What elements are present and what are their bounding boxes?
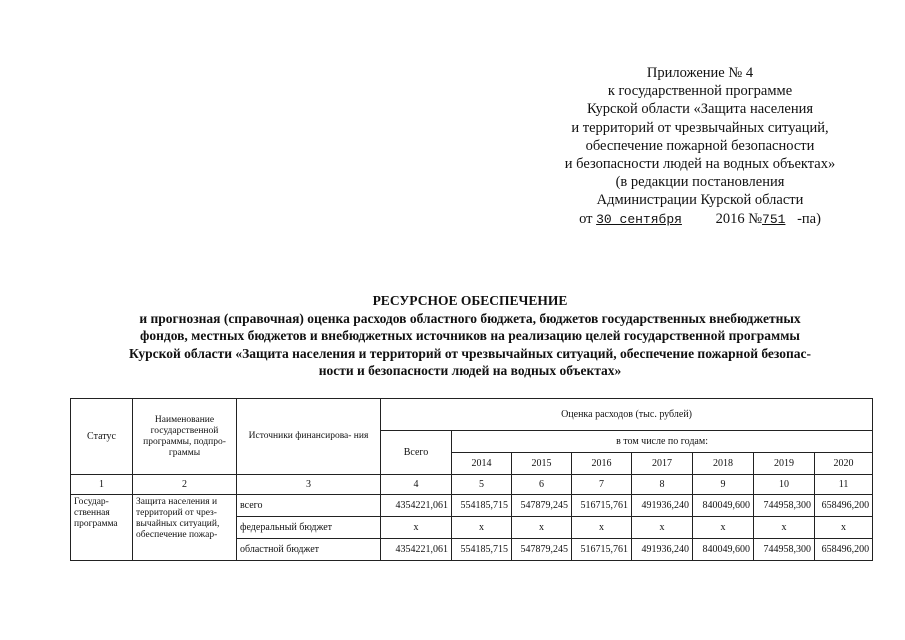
title-line: фондов, местных бюджетов и внебюджетных источников на реализацию целей государственной программы bbox=[140, 328, 800, 343]
value-cell: 516715,761 bbox=[572, 495, 632, 517]
header-program-name: Наименование государственной программы, подпро- граммы bbox=[133, 399, 237, 475]
value-cell: 658496,200 bbox=[815, 539, 873, 561]
header-year: 2016 bbox=[572, 453, 632, 475]
value-cell: 554185,715 bbox=[452, 495, 512, 517]
header-year: 2019 bbox=[754, 453, 815, 475]
appendix-line: обеспечение пожарной безопасности bbox=[585, 137, 815, 154]
document-title bbox=[80, 292, 860, 380]
status-cell: Государ- ственная программа bbox=[71, 495, 133, 561]
date-prefix: от bbox=[579, 210, 593, 227]
value-cell: x bbox=[452, 517, 512, 539]
column-number: 7 bbox=[572, 475, 632, 495]
value-cell: 547879,245 bbox=[512, 495, 572, 517]
column-number: 4 bbox=[381, 475, 452, 495]
appendix-line: и безопасности людей на водных объектах» bbox=[564, 156, 836, 173]
appendix-line: Курской области «Защита населения bbox=[586, 101, 814, 118]
resource-table bbox=[70, 398, 873, 561]
appendix-line: и территорий от чрезвычайных ситуаций, bbox=[571, 119, 829, 136]
column-number: 9 bbox=[693, 475, 754, 495]
column-number: 3 bbox=[237, 475, 381, 495]
source-cell: федеральный бюджет bbox=[237, 517, 381, 539]
appendix-line: к государственной программе bbox=[607, 83, 793, 100]
value-cell: 491936,240 bbox=[632, 495, 693, 517]
header-by-years: в том числе по годам: bbox=[452, 431, 873, 453]
program-cell: Защита населения и территорий от чрез- вычайных ситуаций, обеспечение пожар- bbox=[133, 495, 237, 561]
title-line: ности и безопасности людей на водных объектах» bbox=[318, 363, 622, 378]
date-day-month: 30 сентября bbox=[596, 211, 682, 227]
header-year: 2015 bbox=[512, 453, 572, 475]
doc-number: 751 bbox=[762, 211, 786, 227]
header-status: Статус bbox=[71, 399, 133, 475]
header-year: 2018 bbox=[693, 453, 754, 475]
column-number: 2 bbox=[133, 475, 237, 495]
appendix-header bbox=[520, 64, 880, 229]
value-cell: x bbox=[815, 517, 873, 539]
appendix-line: Приложение № 4 bbox=[646, 65, 754, 81]
value-cell: 4354221,061 bbox=[381, 539, 452, 561]
appendix-date-line bbox=[520, 210, 880, 229]
header-estimate: Оценка расходов (тыс. рублей) bbox=[381, 399, 873, 431]
value-cell: 840049,600 bbox=[693, 495, 754, 517]
title-line: и прогнозная (справочная) оценка расходов областного бюджета, бюджетов государственных внебюджетных bbox=[139, 310, 801, 326]
value-cell: x bbox=[572, 517, 632, 539]
source-cell: областной бюджет bbox=[237, 539, 381, 561]
value-cell: 491936,240 bbox=[632, 539, 693, 561]
value-cell: x bbox=[512, 517, 572, 539]
header-total: Всего bbox=[381, 431, 452, 475]
value-cell: 554185,715 bbox=[452, 539, 512, 561]
appendix-line: (в редакции постановления bbox=[615, 174, 785, 191]
value-cell: 4354221,061 bbox=[381, 495, 452, 517]
value-cell: 516715,761 bbox=[572, 539, 632, 561]
appendix-line: Администрации Курской области bbox=[596, 192, 804, 209]
column-number: 8 bbox=[632, 475, 693, 495]
source-cell: всего bbox=[237, 495, 381, 517]
value-cell: 744958,300 bbox=[754, 539, 815, 561]
column-number: 11 bbox=[815, 475, 873, 495]
title-line: РЕСУРСНОЕ ОБЕСПЕЧЕНИЕ bbox=[372, 293, 568, 308]
column-number: 5 bbox=[452, 475, 512, 495]
date-year: 2016 № bbox=[715, 210, 763, 227]
column-number: 10 bbox=[754, 475, 815, 495]
value-cell: 744958,300 bbox=[754, 495, 815, 517]
column-number: 1 bbox=[71, 475, 133, 495]
value-cell: x bbox=[754, 517, 815, 539]
value-cell: x bbox=[632, 517, 693, 539]
title-line: Курской области «Защита населения и территорий от чрезвычайных ситуаций, обеспечение пожарной безопас- bbox=[128, 345, 812, 361]
column-number: 6 bbox=[512, 475, 572, 495]
table-row bbox=[71, 495, 873, 517]
header-year: 2014 bbox=[452, 453, 512, 475]
value-cell: 658496,200 bbox=[815, 495, 873, 517]
header-year: 2017 bbox=[632, 453, 693, 475]
date-suffix: -па) bbox=[797, 210, 821, 227]
header-sources: Источники финансирова- ния bbox=[237, 399, 381, 475]
header-year: 2020 bbox=[815, 453, 873, 475]
value-cell: x bbox=[381, 517, 452, 539]
value-cell: 840049,600 bbox=[693, 539, 754, 561]
value-cell: x bbox=[693, 517, 754, 539]
value-cell: 547879,245 bbox=[512, 539, 572, 561]
